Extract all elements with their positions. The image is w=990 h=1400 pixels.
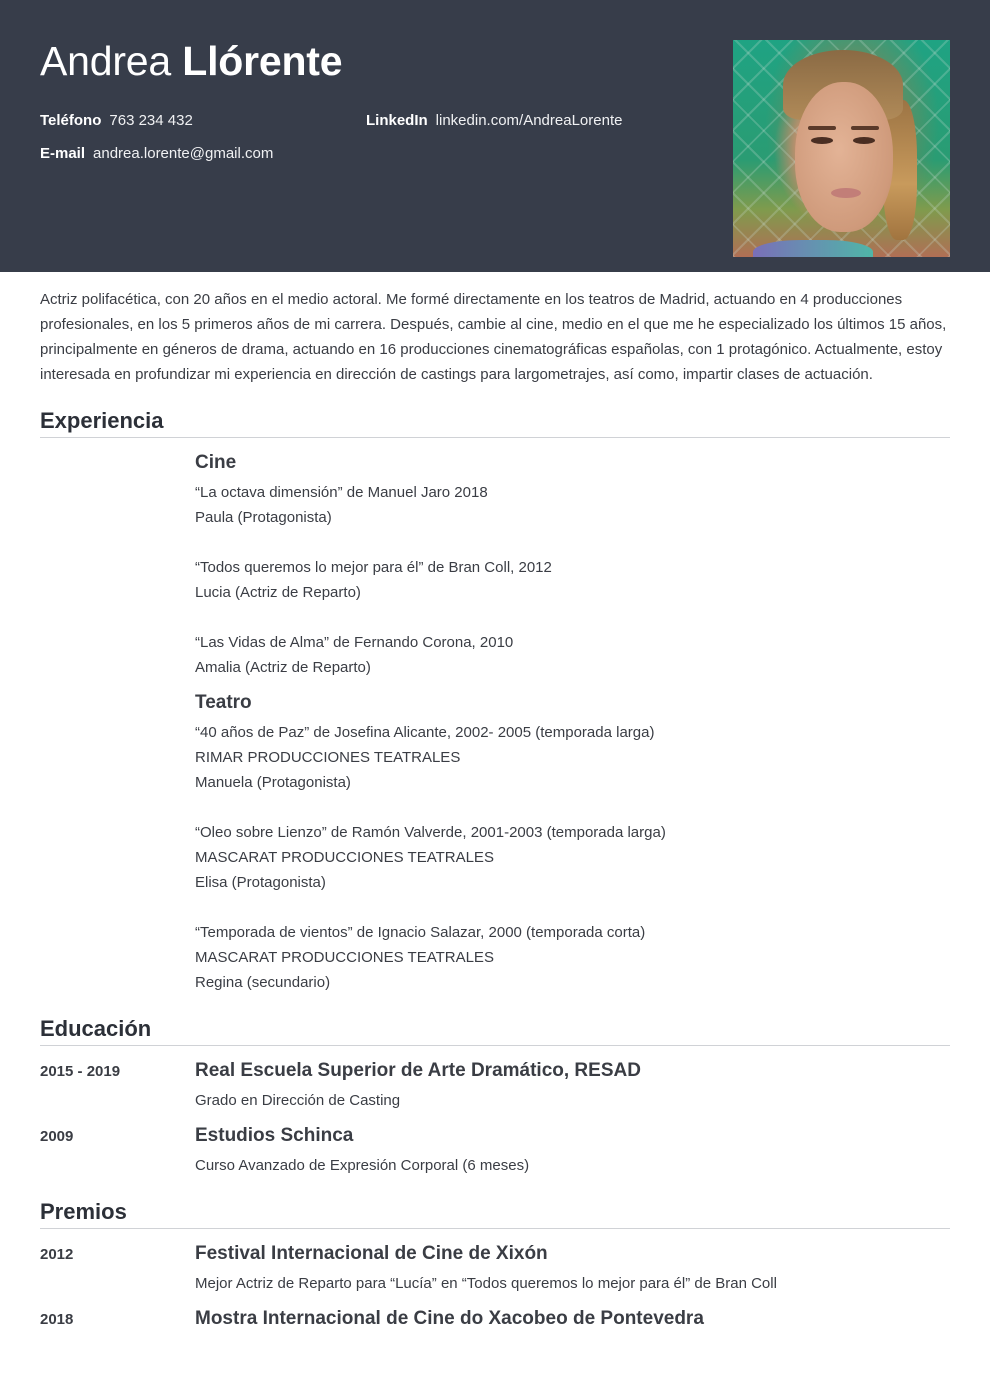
section-divider: [40, 437, 950, 438]
email-value[interactable]: andrea.lorente@gmail.com: [93, 145, 274, 162]
profile-summary: Actriz polifacética, con 20 años en el medio actoral. Me formé directamente en los teatros de Madrid, actuando en 4 producciones profesionales, en los 5 primeros años de mi carrera. Después, cambie al cine, medio en el que me he especializado los últimos 15 años, principalmente en géneros de drama, actuando en 16 producciones cinematográficas españolas, con 1 protagónico. Actualmente, estoy interesada en profundizar mi experiencia en dirección de castings para largometrajes, así como, impartir clases de actuación.: [40, 291, 947, 383]
photo-brow-left: [808, 126, 836, 130]
email-label: E-mail: [40, 145, 86, 162]
education-school: Estudios Schinca: [195, 1125, 354, 1146]
subsection-title-teatro: Teatro: [195, 692, 252, 713]
linkedin-value[interactable]: linkedin.com/AndreaLorente: [435, 112, 623, 129]
teatro-role: Regina (secundario): [195, 974, 331, 991]
photo-shirt: [753, 240, 873, 257]
phone-value: 763 234 432: [109, 112, 193, 129]
teatro-company: MASCARAT PRODUCCIONES TEATRALES: [195, 849, 494, 866]
subsection-title-cine: Cine: [195, 452, 237, 473]
photo-face: [795, 82, 893, 232]
teatro-role: Manuela (Protagonista): [195, 774, 351, 791]
photo-brow-right: [851, 126, 879, 130]
contact-phone: [40, 112, 193, 130]
education-date: 2015 - 2019: [40, 1063, 121, 1080]
teatro-company: MASCARAT PRODUCCIONES TEATRALES: [195, 949, 494, 966]
candidate-name: [40, 37, 342, 85]
section-title-awards: Premios: [40, 1199, 127, 1224]
award-date: 2012: [40, 1246, 74, 1263]
award-name: Festival Internacional de Cine de Xixón: [195, 1243, 548, 1264]
teatro-work: “40 años de Paz” de Josefina Alicante, 2002- 2005 (temporada larga): [195, 724, 655, 741]
teatro-company: RIMAR PRODUCCIONES TEATRALES: [195, 749, 461, 766]
photo-eye-right: [853, 137, 875, 144]
education-detail: Grado en Dirección de Casting: [195, 1092, 401, 1109]
education-date: 2009: [40, 1128, 74, 1145]
education-school: Real Escuela Superior de Arte Dramático, RESAD: [195, 1060, 641, 1081]
cine-role: Lucia (Actriz de Reparto): [195, 584, 361, 601]
teatro-work: “Oleo sobre Lienzo” de Ramón Valverde, 2001-2003 (temporada larga): [195, 824, 666, 841]
cine-role: Amalia (Actriz de Reparto): [195, 659, 371, 676]
teatro-role: Elisa (Protagonista): [195, 874, 326, 891]
cine-work: “Las Vidas de Alma” de Fernando Corona, 2010: [195, 634, 514, 651]
education-detail: Curso Avanzado de Expresión Corporal (6 meses): [195, 1157, 530, 1174]
section-divider: [40, 1045, 950, 1046]
photo-lips: [831, 188, 861, 198]
last-name: Llórente: [182, 38, 343, 84]
teatro-work: “Temporada de vientos” de Ignacio Salazar, 2000 (temporada corta): [195, 924, 646, 941]
award-detail: Mejor Actriz de Reparto para “Lucía” en “Todos queremos lo mejor para él” de Bran Coll: [195, 1275, 777, 1292]
section-title-experience: Experiencia: [40, 408, 164, 433]
cine-work: “Todos queremos lo mejor para él” de Bran Coll, 2012: [195, 559, 552, 576]
first-name: Andrea: [40, 38, 172, 84]
contact-linkedin: [366, 112, 622, 130]
resume-header: [0, 0, 990, 272]
section-title-education: Educación: [40, 1016, 152, 1041]
phone-label: Teléfono: [40, 112, 102, 129]
linkedin-label: LinkedIn: [366, 112, 428, 129]
award-name: Mostra Internacional de Cine do Xacobeo de Pontevedra: [195, 1308, 704, 1329]
cine-role: Paula (Protagonista): [195, 509, 332, 526]
contact-email: [40, 145, 273, 163]
cine-work: “La octava dimensión” de Manuel Jaro 2018: [195, 484, 488, 501]
profile-photo: [733, 40, 950, 257]
award-date: 2018: [40, 1311, 74, 1328]
photo-eye-left: [811, 137, 833, 144]
section-divider: [40, 1228, 950, 1229]
